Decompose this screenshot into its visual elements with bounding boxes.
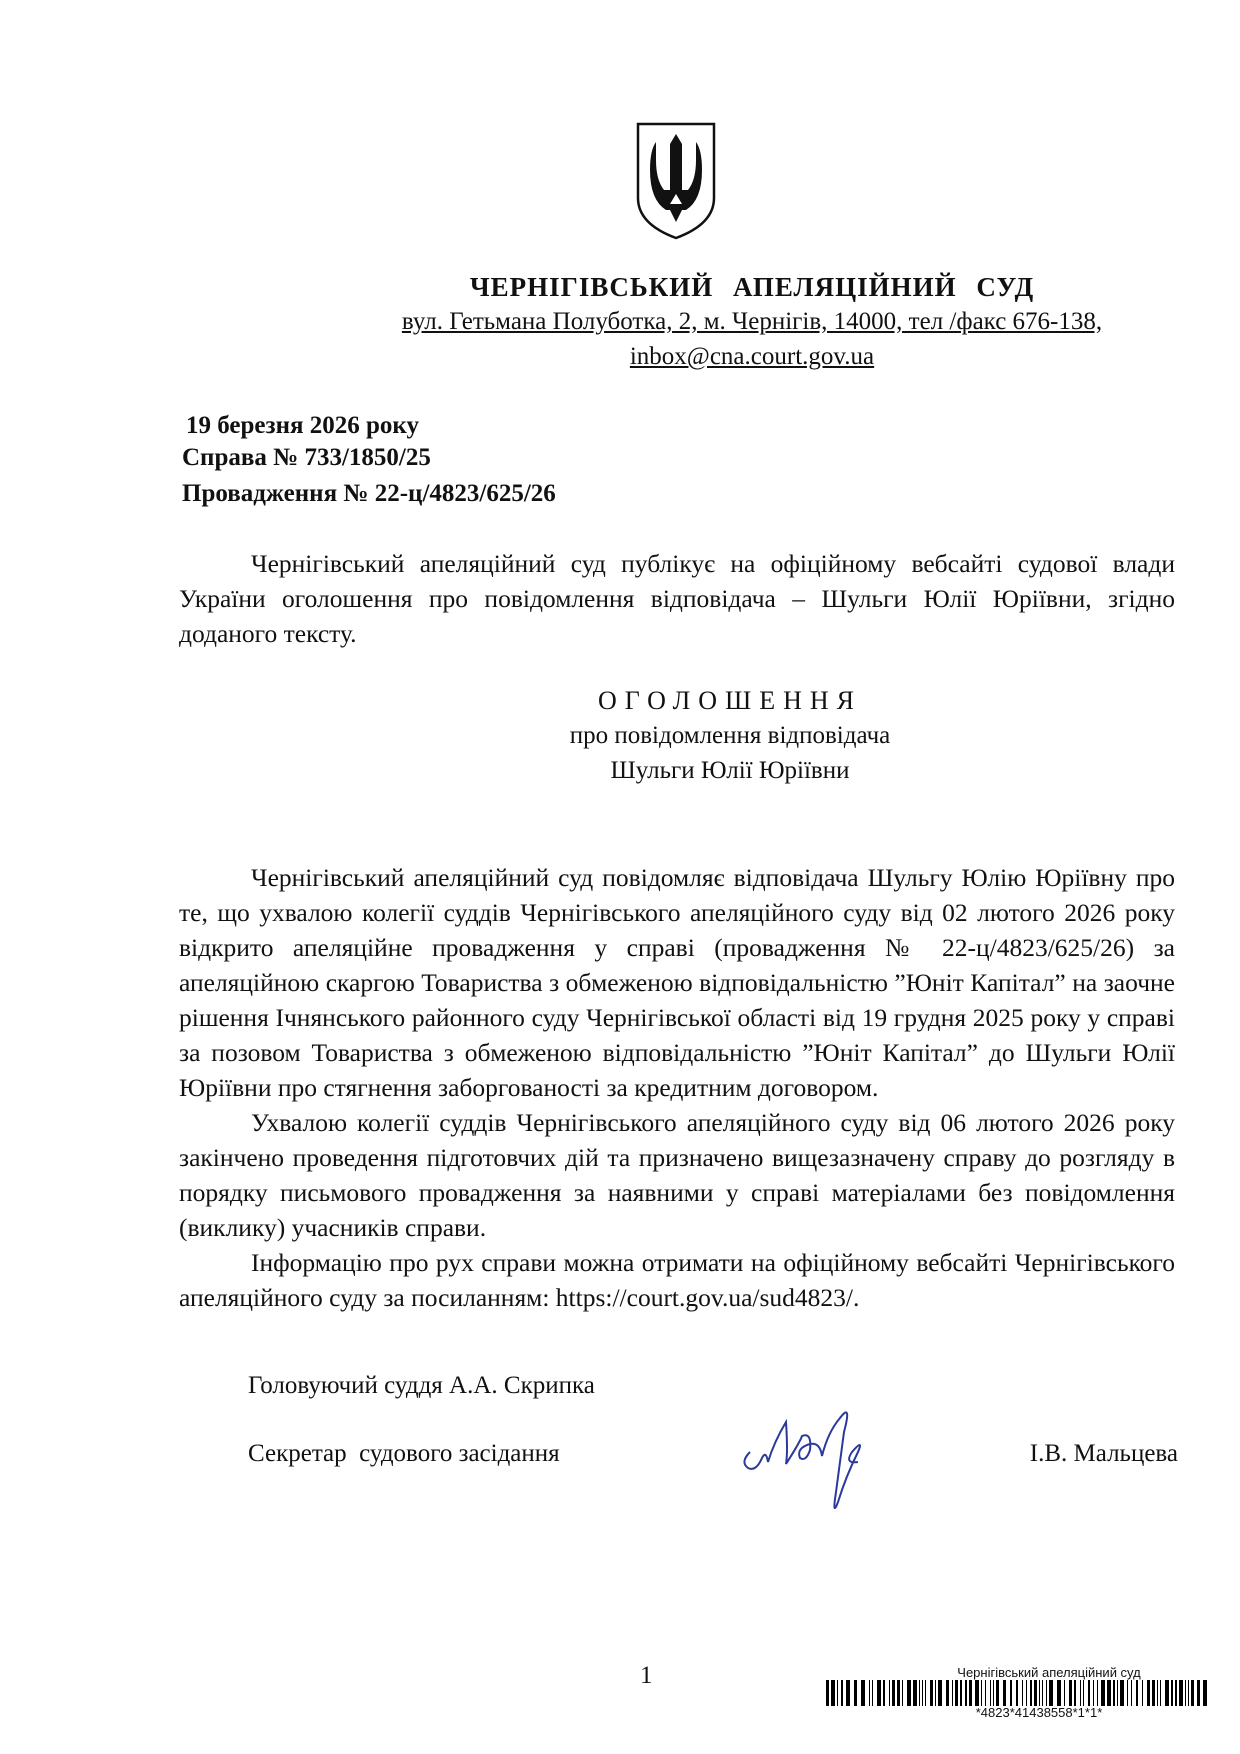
barcode-number: *4823*41438558*1*1*: [975, 1705, 1103, 1720]
court-address: вул. Гетьмана Полуботка, 2, м. Чернігів, 14000, тел /факс 676-138,: [401, 308, 1103, 335]
barcode: [826, 1666, 1212, 1720]
barcode-bar: [841, 1680, 843, 1706]
announcement-subtitle: про повідомлення відповідача: [569, 722, 891, 749]
barcode-bar: [990, 1680, 991, 1706]
barcode-bar: [1188, 1680, 1189, 1706]
barcode-bar: [1046, 1680, 1047, 1706]
barcode-bar: [826, 1680, 829, 1706]
barcode-bar: [889, 1680, 890, 1706]
barcode-bar: [946, 1680, 949, 1706]
barcode-bar: [877, 1680, 881, 1706]
barcode-bar: [1113, 1680, 1115, 1706]
barcode-bar: [919, 1680, 920, 1706]
barcode-bar: [981, 1680, 982, 1706]
barcode-bar: [1003, 1680, 1006, 1706]
barcode-bar: [1064, 1680, 1065, 1706]
barcode-bar: [1107, 1680, 1111, 1706]
document-date: 19 березня 2026 року: [186, 412, 419, 439]
barcode-bar: [1152, 1680, 1155, 1706]
announcement-title: ОГОЛОШЕННЯ: [597, 686, 863, 715]
barcode-bar: [1042, 1680, 1043, 1706]
barcode-bar: [1039, 1680, 1040, 1706]
court-name: ЧЕРНІГІВСЬКИЙ АПЕЛЯЦІЙНИЙ СУД: [469, 272, 1035, 302]
barcode-bar: [1142, 1680, 1143, 1706]
barcode-bar: [1030, 1680, 1032, 1706]
barcode-bar: [1117, 1680, 1118, 1706]
barcode-bar: [902, 1680, 903, 1706]
body-paragraph: Чернігівський апеляційний суд повідомляє відповідача Шульгу Юлію Юріївну про те, що ухвалою колегії суддів Чернігівського апеляційного суду від 02 лютого 2026 року відкрито апеляційне провадження у справі (провадження № 22-ц/4823/625/26) за апеляційною скаргою Товариства з обмеженою відповідальністю ”Юніт Капітал” на заочне рішення Ічнянського районного суду Чернігівської області від 19 грудня 2025 року у справі за позовом Товариства з обмеженою відповідальністю ”Юніт Капітал” до Шульги Юлії Юріївни про стягнення заборгованості за кредитним договором.: [179, 863, 1175, 1102]
barcode-bar: [960, 1680, 962, 1706]
barcode-bar: [1171, 1680, 1173, 1706]
barcode-bar: [965, 1680, 967, 1706]
body-paragraph: Інформацію про рух справи можна отримати на офіційному вебсайті Чернігівського апеляційного суду за посиланням: https://court.gov.ua/sud4823/.: [179, 1248, 1175, 1312]
secretary-role: Секретар судового засідання: [248, 1440, 560, 1467]
barcode-bar: [930, 1680, 933, 1706]
barcode-bar: [1203, 1680, 1207, 1706]
barcode-bar: [1179, 1680, 1183, 1706]
barcode-bar: [1022, 1680, 1023, 1706]
barcode-bar: [1088, 1680, 1090, 1706]
barcode-bar: [1165, 1680, 1169, 1706]
barcode-bar: [1136, 1680, 1138, 1706]
coat-of-arms-trident-icon: [634, 120, 718, 240]
barcode-bar: [869, 1680, 870, 1706]
page-number: 1: [640, 1662, 653, 1689]
intro-text: Чернігівський апеляційний суд публікує на офіційному вебсайті судової влади України оголошення про повідомлення відповідача – Шульги Юлії Юріївни, згідно доданого тексту.: [179, 549, 1175, 648]
handwritten-signature: [740, 1392, 900, 1522]
barcode-bar: [872, 1680, 873, 1706]
barcode-bar: [1120, 1680, 1124, 1706]
barcode-bar: [1057, 1680, 1061, 1706]
barcode-bar: [935, 1680, 936, 1706]
barcode-bar: [1010, 1680, 1012, 1706]
proceeding-number: Провадження № 22-ц/4823/625/26: [182, 480, 556, 507]
barcode-bar: [993, 1680, 994, 1706]
barcode-bar: [955, 1680, 958, 1706]
barcode-bar: [1074, 1680, 1076, 1706]
barcode-bar: [996, 1680, 999, 1706]
presiding-judge: Головуючий суддя А.А. Скрипка: [248, 1372, 595, 1399]
barcode-bars: [826, 1680, 1212, 1706]
secretary-name: І.В. Мальцева: [1029, 1440, 1178, 1467]
barcode-bar: [1191, 1680, 1194, 1706]
barcode-bar: [1097, 1680, 1098, 1706]
body-paragraph: Ухвалою колегії суддів Чернігівського апеляційного суду від 06 лютого 2026 року закінчено проведення підготовчих дій та призначено вищезазначену справу до розгляду в порядку письмового провадження за наявними у справі матеріалами без повідомлення (виклику) учасників справи.: [179, 1108, 1175, 1242]
barcode-bar: [922, 1680, 923, 1706]
barcode-bar: [1160, 1680, 1161, 1706]
barcode-bar: [907, 1680, 911, 1706]
barcode-bar: [1131, 1680, 1132, 1706]
barcode-bar: [1049, 1680, 1053, 1706]
announcement-addressee: Шульги Юлії Юріївни: [610, 757, 850, 784]
barcode-bar: [1016, 1680, 1018, 1706]
barcode-bar: [1185, 1680, 1186, 1706]
barcode-bar: [913, 1680, 917, 1706]
intro-paragraph: [179, 546, 1175, 651]
barcode-bar: [1127, 1680, 1128, 1706]
barcode-bar: [831, 1680, 835, 1706]
barcode-bar: [837, 1680, 838, 1706]
barcode-bar: [1026, 1680, 1027, 1706]
barcode-bar: [952, 1680, 953, 1706]
barcode-bar: [938, 1680, 942, 1706]
case-number: Справа № 733/1850/25: [182, 444, 431, 471]
barcode-bar: [854, 1680, 857, 1706]
barcode-bar: [1157, 1680, 1158, 1706]
barcode-bar: [883, 1680, 885, 1706]
announcement-body: [179, 860, 1175, 1315]
barcode-bar: [1101, 1680, 1105, 1706]
barcode-bar: [846, 1680, 850, 1706]
barcode-bar: [897, 1680, 900, 1706]
barcode-bar: [1093, 1680, 1094, 1706]
court-email-link[interactable]: inbox@cna.court.gov.ua: [629, 343, 875, 370]
barcode-bar: [925, 1680, 926, 1706]
barcode-bar: [975, 1680, 979, 1706]
barcode-bar: [985, 1680, 986, 1706]
barcode-bar: [1083, 1680, 1084, 1706]
barcode-bar: [1175, 1680, 1177, 1706]
barcode-bar: [1034, 1680, 1037, 1706]
barcode-label: Чернігівський апеляційний суд: [957, 1665, 1141, 1680]
barcode-bar: [969, 1680, 972, 1706]
barcode-bar: [1147, 1680, 1150, 1706]
barcode-bar: [892, 1680, 895, 1706]
barcode-bar: [861, 1680, 865, 1706]
barcode-bar: [1080, 1680, 1081, 1706]
barcode-bar: [1069, 1680, 1072, 1706]
barcode-bar: [1197, 1680, 1200, 1706]
